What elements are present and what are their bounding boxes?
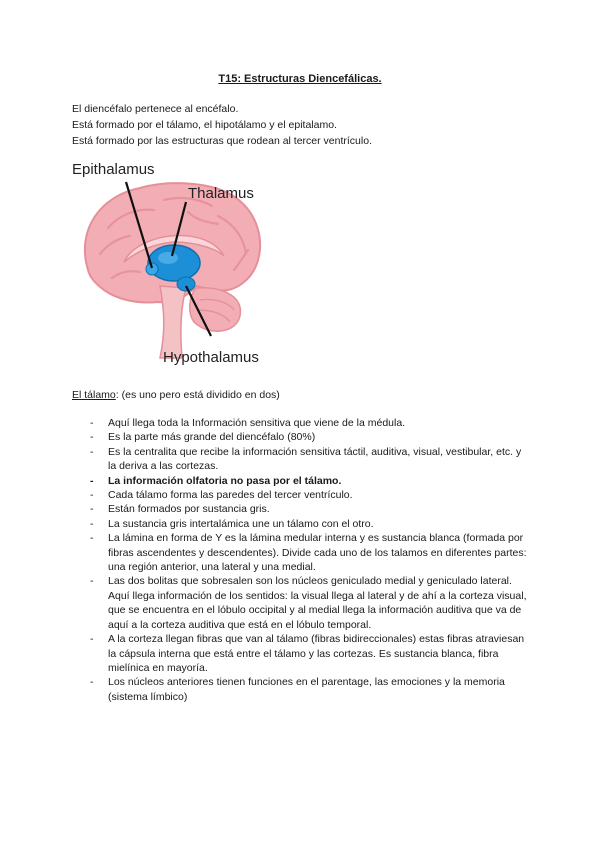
label-thalamus: Thalamus bbox=[188, 185, 254, 202]
brain-illustration bbox=[68, 158, 288, 373]
diencephalon-figure bbox=[68, 158, 288, 373]
list-item: - Aquí llega toda la Información sensitiva que viene de la médula. bbox=[90, 416, 530, 430]
bullet-list bbox=[90, 416, 530, 704]
label-hypothalamus: Hypothalamus bbox=[163, 349, 259, 366]
section-heading-title: El tálamo bbox=[72, 389, 116, 401]
list-item: - La información olfatoria no pasa por el tálamo. bbox=[90, 474, 530, 488]
brainstem bbox=[160, 286, 186, 358]
list-item: - Están formados por sustancia gris. bbox=[90, 502, 530, 516]
intro-paragraph bbox=[72, 101, 372, 149]
list-item: - A la corteza llegan fibras que van al tálamo (fibras bidireccionales) estas fibras atraviesan la cápsula interna que está entre el tálamo y las cortezas. Es sustancia blanca, fibra mielínica en mayoría. bbox=[90, 632, 530, 675]
intro-line: Está formado por las estructuras que rodean al tercer ventrículo. bbox=[72, 135, 372, 147]
list-item: - La sustancia gris intertalámica une un tálamo con el otro. bbox=[90, 517, 530, 531]
list-item: - Las dos bolitas que sobresalen son los núcleos geniculado medial y geniculado lateral. Aquí llega información de los sentidos: la visual llega al lateral y de ahí a la corteza visual, que se encuentra en el lóbulo occipital y al medial llega la información auditiva que va de aquí a la corteza auditiva que está en el lóbulo temporal. bbox=[90, 574, 530, 632]
page-title: T15: Estructuras Diencefálicas. bbox=[218, 73, 382, 85]
section-heading-note: : (es uno pero está dividido en dos) bbox=[115, 389, 280, 401]
list-item: - Cada tálamo forma las paredes del tercer ventrículo. bbox=[90, 488, 530, 502]
intro-line: El diencéfalo pertenece al encéfalo. bbox=[72, 103, 239, 115]
hypothalamus-structure bbox=[177, 277, 195, 291]
label-epithalamus: Epithalamus bbox=[72, 161, 155, 178]
list-item: - Es la parte más grande del diencéfalo (80%) bbox=[90, 430, 530, 444]
intro-line: Está formado por el tálamo, el hipotálamo y el epitalamo. bbox=[72, 119, 337, 131]
section-heading bbox=[72, 389, 280, 401]
list-item: - La lámina en forma de Y es la lámina medular interna y es sustancia blanca (formada por fibras ascendentes y descendentes). Divide cada uno de los talamos en diferentes partes: una región anterior, una lateral y una medial. bbox=[90, 531, 530, 574]
list-item: - Es la centralita que recibe la información sensitiva táctil, auditiva, visual, vestibular, etc. y la deriva a las cortezas. bbox=[90, 445, 530, 474]
list-item: - Los núcleos anteriores tienen funciones en el parentage, las emociones y la memoria (sistema límbico) bbox=[90, 675, 530, 704]
